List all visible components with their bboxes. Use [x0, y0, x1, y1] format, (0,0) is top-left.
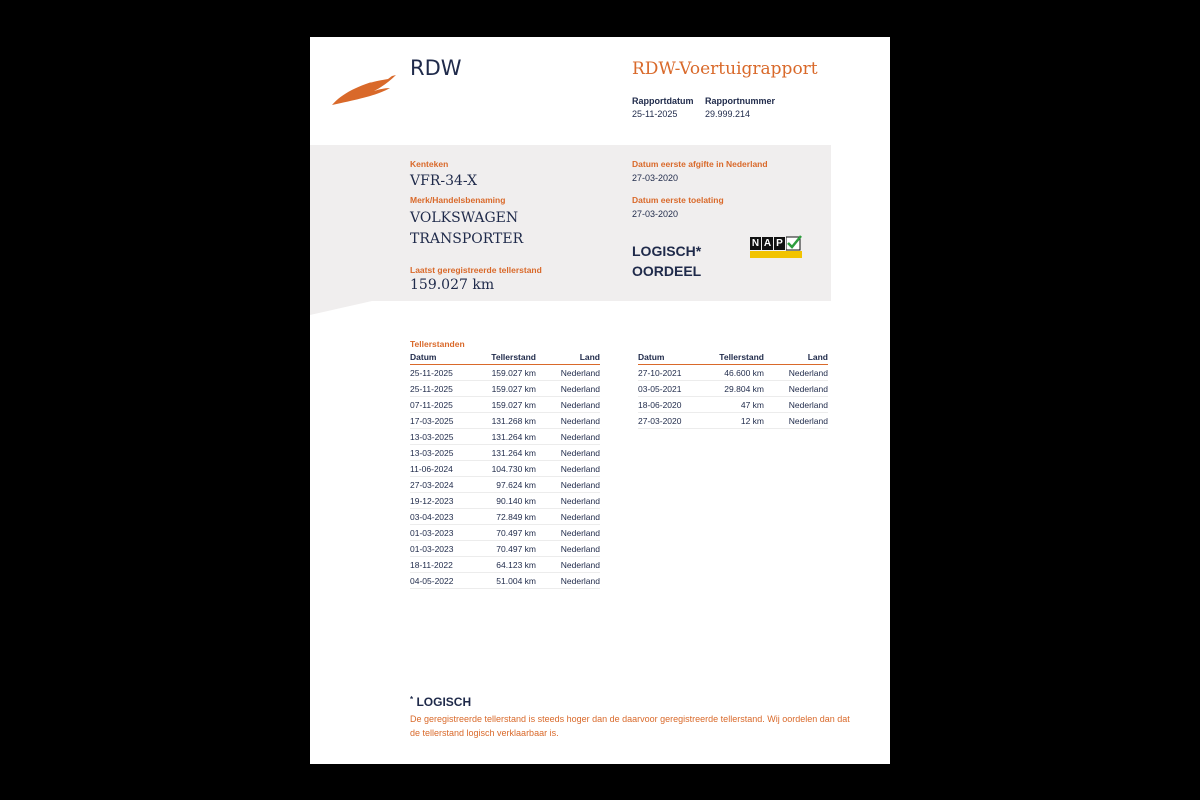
cell-land: Nederland: [536, 541, 600, 557]
cell-km: 72.849 km: [488, 509, 536, 525]
verdict-line1: LOGISCH*: [632, 243, 702, 259]
cell-land: Nederland: [764, 381, 828, 397]
odometer-table-right: [638, 352, 828, 429]
cell-land: Nederland: [536, 413, 600, 429]
cell-date: 17-03-2025: [410, 413, 488, 429]
table-row: [410, 381, 600, 397]
nap-letter: N: [751, 238, 760, 249]
table-row: [410, 477, 600, 493]
cell-km: 159.027 km: [488, 365, 536, 381]
toelating-value: 27-03-2020: [632, 209, 679, 219]
table-row: [410, 573, 600, 589]
cell-date: 03-05-2021: [638, 381, 716, 397]
table-row: [410, 525, 600, 541]
cell-date: 01-03-2023: [410, 525, 488, 541]
cell-land: Nederland: [536, 493, 600, 509]
cell-land: Nederland: [536, 445, 600, 461]
column-header-km: Tellerstand: [716, 352, 764, 365]
rapportnummer-value: 29.999.214: [705, 109, 751, 119]
table-row: [410, 461, 600, 477]
nap-yellow-bar: [750, 251, 802, 258]
footnote-text: De geregistreerde tellerstand is steeds hoger dan de daarvoor geregistreerde tellerstand. Wij oordelen dan dat de tellerstand logisch verklaarbaar is.: [410, 714, 850, 738]
cell-km: 70.497 km: [488, 541, 536, 557]
cell-land: Nederland: [764, 365, 828, 381]
report-page: [310, 37, 890, 764]
column-header-date: Datum: [638, 352, 716, 365]
column-header-date: Datum: [410, 352, 488, 365]
cell-km: 12 km: [716, 413, 764, 429]
column-header-land: Land: [764, 352, 828, 365]
tellerstanden-title: Tellerstanden: [410, 339, 465, 349]
cell-km: 97.624 km: [488, 477, 536, 493]
afgifte-value: 27-03-2020: [632, 173, 679, 183]
cell-km: 131.264 km: [488, 429, 536, 445]
kenteken-label: Kenteken: [410, 159, 449, 169]
cell-date: 13-03-2025: [410, 429, 488, 445]
table-row: [410, 557, 600, 573]
table-row: [638, 365, 828, 381]
cell-km: 90.140 km: [488, 493, 536, 509]
checkmark-icon: [786, 235, 802, 251]
cell-date: 27-03-2024: [410, 477, 488, 493]
table-header-row: [638, 352, 828, 365]
cell-date: 01-03-2023: [410, 541, 488, 557]
cell-land: Nederland: [536, 557, 600, 573]
brand-name: RDW: [410, 56, 462, 80]
tellerstand-value: 159.027 km: [410, 277, 495, 293]
cell-land: Nederland: [536, 509, 600, 525]
column-header-km: Tellerstand: [488, 352, 536, 365]
table-row: [410, 445, 600, 461]
cell-land: Nederland: [536, 461, 600, 477]
cell-date: 04-05-2022: [410, 573, 488, 589]
cell-km: 70.497 km: [488, 525, 536, 541]
band-notch: [310, 301, 372, 315]
table-row: [638, 413, 828, 429]
cell-land: Nederland: [536, 573, 600, 589]
table-row: [638, 381, 828, 397]
table-row: [410, 429, 600, 445]
nap-letter: A: [763, 238, 772, 249]
table-row: [410, 397, 600, 413]
merk-value-line2: TRANSPORTER: [410, 231, 524, 247]
rapportdatum-value: 25-11-2025: [632, 109, 678, 119]
verdict: [632, 241, 701, 281]
cell-date: 19-12-2023: [410, 493, 488, 509]
rapportnummer-label: Rapportnummer: [705, 96, 776, 106]
table-row: [410, 509, 600, 525]
odometer-table-left: [410, 352, 600, 589]
cell-km: 159.027 km: [488, 381, 536, 397]
cell-date: 03-04-2023: [410, 509, 488, 525]
cell-km: 159.027 km: [488, 397, 536, 413]
table-row: [410, 493, 600, 509]
afgifte-label: Datum eerste afgifte in Nederland: [632, 159, 768, 169]
cell-land: Nederland: [536, 429, 600, 445]
cell-km: 131.268 km: [488, 413, 536, 429]
footnote-star: *: [410, 695, 414, 704]
column-header-land: Land: [536, 352, 600, 365]
cell-km: 131.264 km: [488, 445, 536, 461]
tellerstand-label: Laatst geregistreerde tellerstand: [410, 265, 542, 275]
cell-land: Nederland: [536, 381, 600, 397]
footnote-title-text: LOGISCH: [416, 695, 472, 709]
cell-land: Nederland: [764, 397, 828, 413]
table-row: [410, 413, 600, 429]
cell-km: 64.123 km: [488, 557, 536, 573]
cell-land: Nederland: [536, 477, 600, 493]
nap-letter: P: [774, 237, 785, 250]
cell-km: 29.804 km: [716, 381, 764, 397]
cell-date: 25-11-2025: [410, 381, 488, 397]
rdw-logo-icon: [330, 69, 400, 109]
nap-logo: [750, 237, 802, 259]
merk-value-line1: VOLKSWAGEN: [410, 210, 519, 226]
table-row: [638, 397, 828, 413]
cell-km: 51.004 km: [488, 573, 536, 589]
table-header-row: [410, 352, 600, 365]
cell-land: Nederland: [536, 397, 600, 413]
cell-date: 07-11-2025: [410, 397, 488, 413]
kenteken-value: VFR-34-X: [410, 173, 478, 189]
cell-km: 104.730 km: [488, 461, 536, 477]
cell-land: Nederland: [536, 525, 600, 541]
merk-label: Merk/Handelsbenaming: [410, 195, 506, 205]
cell-date: 18-06-2020: [638, 397, 716, 413]
footnote-title: [410, 695, 471, 709]
cell-land: Nederland: [764, 413, 828, 429]
cell-date: 25-11-2025: [410, 365, 488, 381]
table-row: [410, 541, 600, 557]
table-row: [410, 365, 600, 381]
cell-land: Nederland: [536, 365, 600, 381]
report-title: RDW-Voertuigrapport: [632, 59, 818, 79]
cell-date: 18-11-2022: [410, 557, 488, 573]
verdict-line2: OORDEEL: [632, 263, 702, 279]
toelating-label: Datum eerste toelating: [632, 195, 724, 205]
cell-date: 13-03-2025: [410, 445, 488, 461]
cell-km: 46.600 km: [716, 365, 764, 381]
cell-km: 47 km: [716, 397, 764, 413]
cell-date: 27-10-2021: [638, 365, 716, 381]
rapportdatum-label: Rapportdatum: [632, 96, 694, 106]
cell-date: 27-03-2020: [638, 413, 716, 429]
cell-date: 11-06-2024: [410, 461, 488, 477]
